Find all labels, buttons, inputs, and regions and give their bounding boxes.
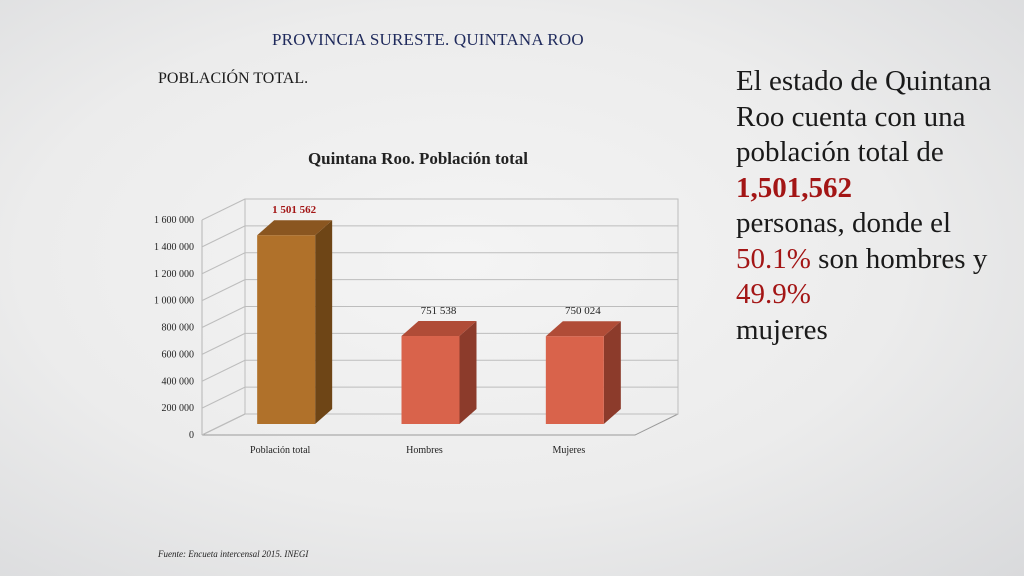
- chart-title: Quintana Roo. Población total: [307, 149, 529, 168]
- men-percentage: 50.1%: [736, 242, 811, 275]
- women-percentage: 49.9%: [736, 278, 811, 310]
- bar-side: [315, 220, 332, 424]
- gridline-depth: [202, 253, 245, 274]
- gridline-depth: [202, 333, 245, 354]
- gridline-depth: [202, 199, 245, 220]
- gridline-depth: [202, 387, 245, 408]
- gridline-depth: [202, 226, 245, 247]
- gridline-depth: [202, 280, 245, 301]
- bar-side: [604, 321, 621, 424]
- gridline-depth: [202, 307, 245, 328]
- x-tick-label: Mujeres: [552, 445, 586, 456]
- data-label: 750 024: [564, 305, 601, 318]
- y-tick-label: 1 400 000: [154, 241, 194, 253]
- population-bar-chart: [140, 140, 680, 480]
- bar-side: [460, 321, 477, 424]
- summary-men: son hombres y: [818, 242, 988, 275]
- x-tick-label: Hombres: [406, 445, 443, 456]
- summary-women: mujeres: [736, 313, 828, 346]
- y-tick-label: 600 000: [161, 349, 194, 361]
- gridline-depth: [202, 414, 245, 435]
- data-label: 751 538: [420, 305, 457, 318]
- y-tick-label: 400 000: [161, 376, 194, 388]
- section-label: POBLACIÓN TOTAL.: [158, 70, 309, 87]
- bar: [546, 336, 604, 424]
- y-tick-label: 1 600 000: [154, 215, 194, 226]
- data-label: 1 501 562: [272, 204, 317, 217]
- bar: [402, 336, 460, 424]
- y-tick-label: 800 000: [161, 322, 194, 334]
- y-tick-label: 0: [189, 430, 194, 441]
- source-note: Fuente: Encueta intercensal 2015. INEGI: [158, 549, 309, 559]
- summary-text: [736, 64, 1006, 348]
- x-tick-label: Población total: [250, 445, 311, 456]
- gridline-depth: [202, 360, 245, 381]
- total-population-highlight: 1,501,562: [736, 171, 852, 204]
- slide-title: PROVINCIA SURESTE. QUINTANA ROO: [272, 30, 584, 49]
- y-tick-label: 1 200 000: [154, 268, 194, 280]
- y-tick-label: 200 000: [161, 403, 194, 415]
- summary-intro: El estado de Quintana Roo cuenta con una población total de: [736, 65, 992, 168]
- bar: [257, 235, 315, 424]
- y-tick-label: 1 000 000: [154, 295, 194, 307]
- summary-persons: personas, donde el: [736, 207, 952, 239]
